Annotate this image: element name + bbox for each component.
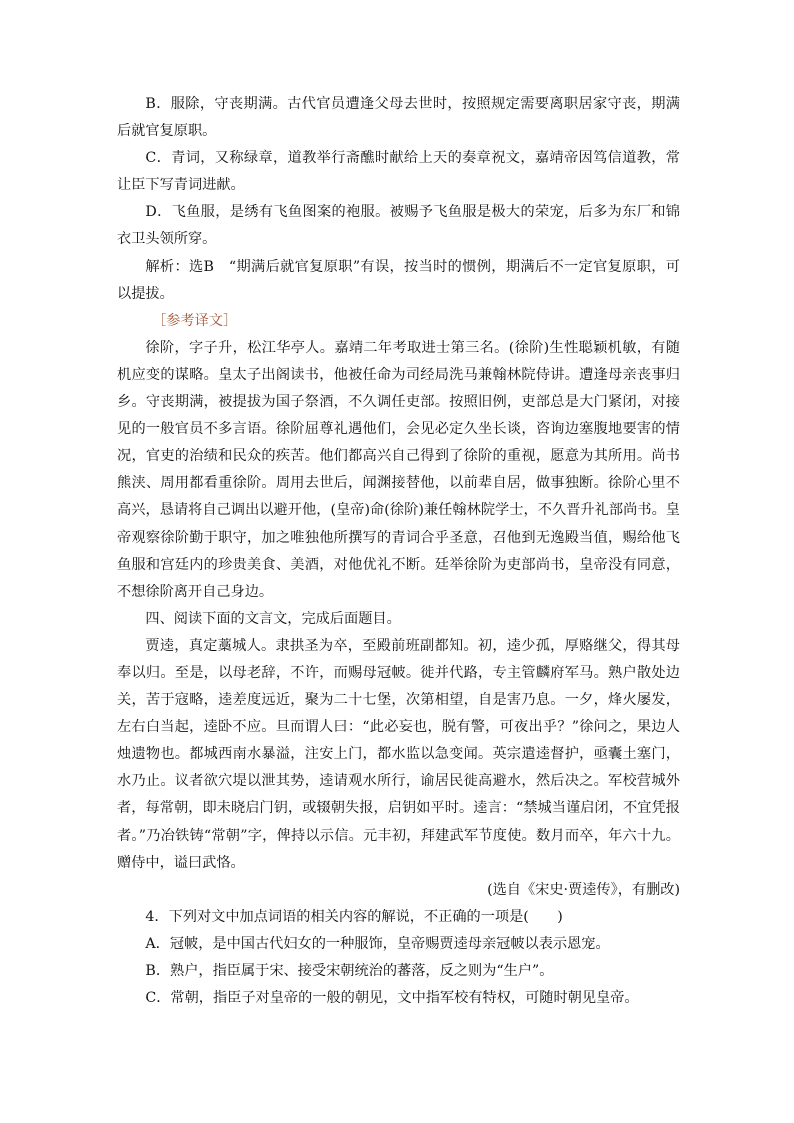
option-b-q4: B．熟户，指臣属于宋、接受宋朝统治的蕃落，反之则为“生户”。	[145, 963, 554, 979]
source-citation: (选自《宋史·贾逵传》，有删改)	[487, 881, 680, 898]
option-b-prev: B．服除，守丧期满。古代官员遭逢父母去世时，按照规定需要离职居家守丧，期满后就官复原职。	[117, 96, 680, 140]
analysis-text: 解析：选B “期满后就官复原职”有误，按当时的惯例，期满后不一定官复原职，可以提拔。	[117, 258, 680, 302]
question-4: 4．下列对文中加点词语的相关内容的解说，不正确的一项是( )	[145, 908, 563, 925]
classical-text: 贾逵，真定藁城人。隶拱圣为卒，至殿前班副都知。初，逵少孤，厚赂继父，得其母奉以归。至是，以母老辞，不许，而赐母冠帔。徙并代路，专主管麟府军马。熟户散处边关，苦于寇略，逵差度远近，聚为二十七堡，次第相望，自是害乃息。一夕，烽火屡发，左右白当起，逵卧不应。旦而谓人曰：“此必妄也，脱有警，可夜出乎？”徐问之，果边人烛遗物也。都城西南水暴溢，注安上门，都水监以急变闻。英宗遣逵督护，亟囊土塞门，水乃止。议者欲穴堤以泄其势，逵请观水所行，谕居民徙高避水，然后决之。军校营城外者，每常朝，即未晓启门钥，或辍朝失报，启钥如平时。逵言：“禁城当谨启闭，不宜凭报者。”乃冶铁铸“常朝”字，俾持以示信。元丰初，拜建武军节度使。数月而卒，年六十九。赠侍中，谥曰武恪。	[117, 637, 680, 871]
section4-title: 四、阅读下面的文言文，完成后面题目。	[145, 610, 401, 627]
option-c-prev: C．青词，又称绿章，道教举行斋醮时献给上天的奏章祝文，嘉靖帝因笃信道教，常让臣下写青词进献。	[117, 150, 680, 194]
translation-text: 徐阶，字子升，松江华亭人。嘉靖二年考取进士第三名。(徐阶)生性聪颖机敏，有随机应变的谋略。皇太子出阁读书，他被任命为司经局洗马兼翰林院侍讲。遭逢母亲丧事归乡。守丧期满，被提拔为国子祭酒，不久调任吏部。按照旧例，吏部总是大门紧闭，对接见的一般官员不多言语。徐阶屈尊礼遇他们，会见必定久坐长谈，咨询边塞腹地要害的情况，官吏的治绩和民众的疾苦。他们都高兴自己得到了徐阶的重视，愿意为其所用。尚书熊浃、周用都看重徐阶。周用去世后，闻渊接替他，以前辈自居，做事独断。徐阶心里不高兴，恳请将自己调出以避开他，(皇帝)命(徐阶)兼任翰林院学士，不久晋升礼部尚书。皇帝观察徐阶勤于职守，加之唯独他所撰写的青词合乎圣意，召他到无逸殿当值，赐给他飞鱼服和宫廷内的珍贵美食、美酒，对他优礼不断。廷举徐阶为吏部尚书，皇帝没有同意，不想徐阶离开自己身边。	[117, 339, 680, 600]
document-content	[117, 91, 680, 1012]
option-d-prev: D．飞鱼服，是绣有飞鱼图案的袍服。被赐予飞鱼服是极大的荣宠，后多为东厂和锦衣卫头领所穿。	[117, 204, 680, 248]
option-a-q4: A．冠帔，是中国古代妇女的一种服饰，皇帝赐贾逵母亲冠帔以表示恩宠。	[145, 935, 610, 952]
option-c-q4: C．常朝，指臣子对皇帝的一般的朝见，文中指军校有特权，可随时朝见皇帝。	[145, 990, 639, 1007]
translation-heading: ［参考译文］	[152, 312, 238, 329]
